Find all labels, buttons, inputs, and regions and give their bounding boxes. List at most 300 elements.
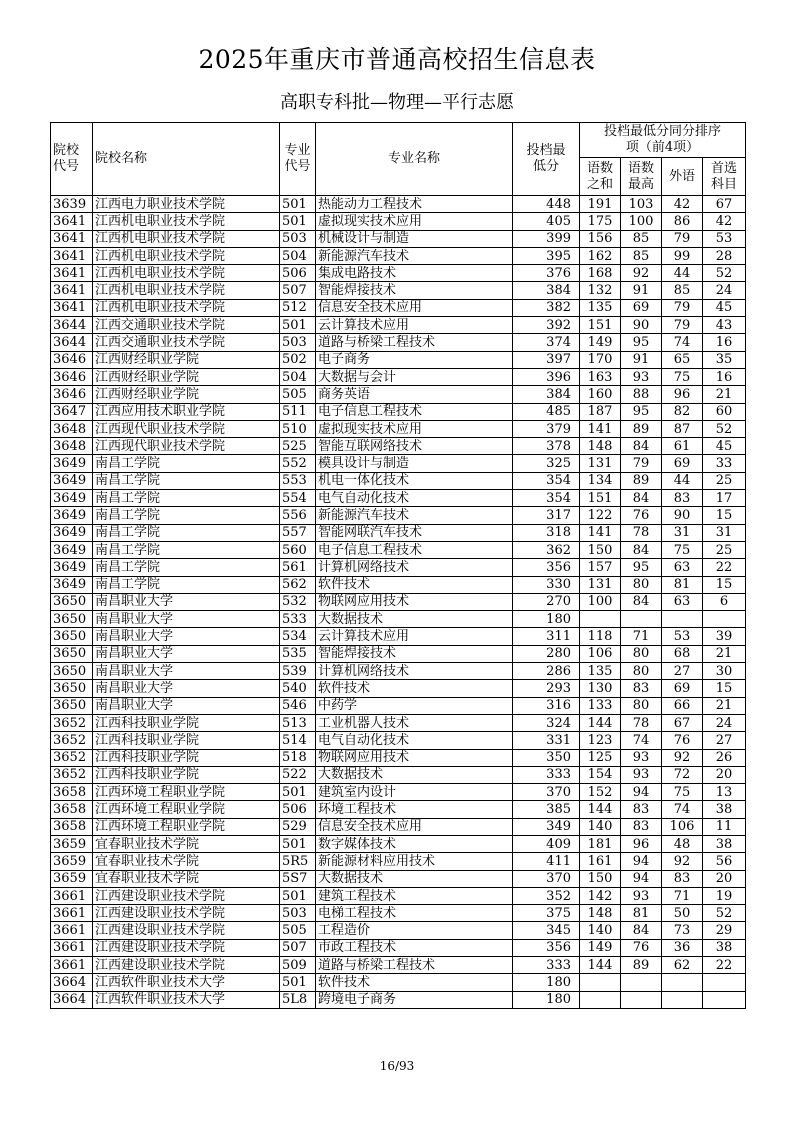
cell-school-name: 南昌工学院 — [93, 524, 280, 541]
cell-sum-yushu: 151 — [580, 490, 621, 507]
cell-first-subject: 15 — [703, 680, 746, 697]
cell-sum-yushu: 135 — [580, 299, 621, 316]
cell-major-name: 智能焊接技术 — [316, 645, 513, 662]
cell-min-score: 311 — [513, 628, 580, 645]
cell-sum-yushu: 191 — [580, 196, 621, 213]
cell-sum-yushu: 175 — [580, 213, 621, 230]
cell-major-code: 501 — [280, 213, 316, 230]
cell-first-subject: 39 — [703, 628, 746, 645]
cell-school-code: 3661 — [51, 887, 93, 904]
cell-school-code: 3649 — [51, 455, 93, 472]
cell-min-score: 293 — [513, 680, 580, 697]
cell-foreign: 36 — [662, 939, 703, 956]
cell-school-name: 南昌职业大学 — [93, 645, 280, 662]
cell-max-yushu: 76 — [621, 939, 662, 956]
cell-first-subject: 43 — [703, 317, 746, 334]
cell-sum-yushu: 125 — [580, 749, 621, 766]
cell-first-subject: 20 — [703, 766, 746, 783]
cell-min-score: 316 — [513, 697, 580, 714]
cell-first-subject: 42 — [703, 213, 746, 230]
cell-school-name: 江西环境工程职业学院 — [93, 784, 280, 801]
cell-school-code: 3644 — [51, 317, 93, 334]
table-row — [51, 887, 746, 904]
cell-sum-yushu: 148 — [580, 438, 621, 455]
table-row — [51, 196, 746, 213]
table-row — [51, 247, 746, 264]
cell-foreign: 74 — [662, 801, 703, 818]
cell-major-name: 软件技术 — [316, 680, 513, 697]
cell-major-name: 商务英语 — [316, 386, 513, 403]
cell-school-name: 江西机电职业技术学院 — [93, 213, 280, 230]
cell-major-code: 562 — [280, 576, 316, 593]
cell-school-name: 江西交通职业技术学院 — [93, 317, 280, 334]
cell-sum-yushu: 132 — [580, 282, 621, 299]
cell-school-code: 3649 — [51, 472, 93, 489]
cell-school-name: 宜春职业技术学院 — [93, 835, 280, 852]
cell-min-score: 384 — [513, 282, 580, 299]
cell-major-name: 物联网应用技术 — [316, 749, 513, 766]
cell-school-name: 江西机电职业技术学院 — [93, 247, 280, 264]
cell-sum-yushu: 106 — [580, 645, 621, 662]
cell-school-code: 3652 — [51, 732, 93, 749]
cell-sum-yushu: 150 — [580, 870, 621, 887]
cell-school-code: 3641 — [51, 230, 93, 247]
cell-school-code: 3658 — [51, 818, 93, 835]
header-major-code: 专业代号 — [280, 123, 316, 196]
cell-school-code: 3646 — [51, 386, 93, 403]
cell-foreign: 73 — [662, 922, 703, 939]
cell-foreign: 75 — [662, 541, 703, 558]
cell-min-score: 180 — [513, 974, 580, 991]
cell-school-name: 南昌职业大学 — [93, 593, 280, 610]
cell-school-code: 3649 — [51, 490, 93, 507]
cell-min-score: 392 — [513, 317, 580, 334]
cell-major-code: 511 — [280, 403, 316, 420]
cell-min-score: 280 — [513, 645, 580, 662]
cell-major-name: 电气自动化技术 — [316, 490, 513, 507]
table-row — [51, 957, 746, 974]
admission-table — [50, 122, 746, 1009]
cell-min-score: 317 — [513, 507, 580, 524]
cell-school-name: 江西软件职业技术大学 — [93, 991, 280, 1008]
table-row — [51, 645, 746, 662]
cell-major-code: 513 — [280, 714, 316, 731]
cell-major-name: 计算机网络技术 — [316, 663, 513, 680]
cell-school-code: 3641 — [51, 247, 93, 264]
table-header — [51, 123, 746, 196]
cell-school-code: 3646 — [51, 351, 93, 368]
cell-max-yushu: 85 — [621, 247, 662, 264]
cell-foreign: 66 — [662, 697, 703, 714]
cell-foreign: 86 — [662, 213, 703, 230]
cell-school-code: 3650 — [51, 628, 93, 645]
cell-first-subject: 13 — [703, 784, 746, 801]
cell-major-name: 市政工程技术 — [316, 939, 513, 956]
cell-school-code: 3661 — [51, 922, 93, 939]
cell-sum-yushu: 131 — [580, 576, 621, 593]
cell-school-name: 南昌职业大学 — [93, 611, 280, 628]
table-row — [51, 576, 746, 593]
table-row — [51, 317, 746, 334]
cell-major-name: 新能源汽车技术 — [316, 247, 513, 264]
cell-major-name: 建筑室内设计 — [316, 784, 513, 801]
cell-min-score: 396 — [513, 368, 580, 385]
cell-major-name: 智能网联汽车技术 — [316, 524, 513, 541]
cell-sum-yushu: 130 — [580, 680, 621, 697]
cell-max-yushu: 83 — [621, 818, 662, 835]
cell-sum-yushu: 157 — [580, 559, 621, 576]
table-row — [51, 922, 746, 939]
cell-min-score: 378 — [513, 438, 580, 455]
cell-sum-yushu: 133 — [580, 697, 621, 714]
cell-major-code: 525 — [280, 438, 316, 455]
cell-sum-yushu: 140 — [580, 922, 621, 939]
cell-max-yushu: 103 — [621, 196, 662, 213]
cell-foreign — [662, 991, 703, 1008]
cell-school-name: 南昌工学院 — [93, 507, 280, 524]
cell-first-subject — [703, 611, 746, 628]
cell-max-yushu: 94 — [621, 784, 662, 801]
cell-max-yushu: 84 — [621, 438, 662, 455]
cell-foreign: 48 — [662, 835, 703, 852]
cell-foreign: 90 — [662, 507, 703, 524]
table-row — [51, 420, 746, 437]
cell-max-yushu: 84 — [621, 922, 662, 939]
cell-major-code: 533 — [280, 611, 316, 628]
cell-foreign: 96 — [662, 386, 703, 403]
table-row — [51, 697, 746, 714]
cell-min-score: 399 — [513, 230, 580, 247]
cell-major-name: 虚拟现实技术应用 — [316, 420, 513, 437]
cell-foreign: 72 — [662, 766, 703, 783]
cell-first-subject: 56 — [703, 853, 746, 870]
cell-school-name: 江西软件职业技术大学 — [93, 974, 280, 991]
cell-max-yushu: 83 — [621, 680, 662, 697]
cell-major-code: 560 — [280, 541, 316, 558]
cell-first-subject: 52 — [703, 905, 746, 922]
table-row — [51, 230, 746, 247]
cell-first-subject: 45 — [703, 438, 746, 455]
cell-first-subject: 24 — [703, 282, 746, 299]
cell-first-subject: 19 — [703, 887, 746, 904]
cell-sum-yushu: 163 — [580, 368, 621, 385]
table-row — [51, 663, 746, 680]
cell-max-yushu: 95 — [621, 334, 662, 351]
cell-school-code: 3664 — [51, 974, 93, 991]
cell-min-score: 286 — [513, 663, 580, 680]
cell-school-code: 3661 — [51, 939, 93, 956]
cell-first-subject: 16 — [703, 334, 746, 351]
cell-major-name: 电气自动化技术 — [316, 732, 513, 749]
cell-major-name: 新能源材料应用技术 — [316, 853, 513, 870]
cell-major-name: 中药学 — [316, 697, 513, 714]
cell-first-subject: 52 — [703, 265, 746, 282]
cell-foreign: 75 — [662, 368, 703, 385]
cell-foreign: 68 — [662, 645, 703, 662]
cell-min-score: 395 — [513, 247, 580, 264]
cell-max-yushu: 85 — [621, 230, 662, 247]
cell-school-code: 3648 — [51, 420, 93, 437]
table-row — [51, 784, 746, 801]
cell-foreign: 65 — [662, 351, 703, 368]
cell-major-code: 503 — [280, 905, 316, 922]
cell-min-score: 370 — [513, 870, 580, 887]
cell-foreign: 63 — [662, 559, 703, 576]
cell-sum-yushu: 140 — [580, 818, 621, 835]
cell-major-code: 501 — [280, 196, 316, 213]
cell-major-code: 501 — [280, 784, 316, 801]
cell-major-code: 507 — [280, 282, 316, 299]
header-foreign: 外语 — [662, 158, 703, 196]
cell-sum-yushu: 141 — [580, 524, 621, 541]
cell-min-score: 352 — [513, 887, 580, 904]
cell-school-name: 南昌工学院 — [93, 576, 280, 593]
cell-major-code: 546 — [280, 697, 316, 714]
cell-school-name: 江西应用技术职业学院 — [93, 403, 280, 420]
cell-first-subject: 28 — [703, 247, 746, 264]
cell-school-code: 3664 — [51, 991, 93, 1008]
cell-major-code: 503 — [280, 334, 316, 351]
cell-first-subject: 16 — [703, 368, 746, 385]
cell-max-yushu: 84 — [621, 490, 662, 507]
table-row — [51, 541, 746, 558]
cell-foreign: 79 — [662, 317, 703, 334]
cell-major-code: 505 — [280, 386, 316, 403]
cell-max-yushu: 93 — [621, 368, 662, 385]
cell-major-name: 模具设计与制造 — [316, 455, 513, 472]
cell-school-code: 3650 — [51, 611, 93, 628]
cell-first-subject: 21 — [703, 697, 746, 714]
table-row — [51, 853, 746, 870]
cell-school-code: 3652 — [51, 714, 93, 731]
cell-first-subject: 29 — [703, 922, 746, 939]
cell-school-code: 3647 — [51, 403, 93, 420]
table-row — [51, 766, 746, 783]
cell-max-yushu: 100 — [621, 213, 662, 230]
cell-min-score: 354 — [513, 490, 580, 507]
cell-min-score: 411 — [513, 853, 580, 870]
cell-first-subject: 27 — [703, 732, 746, 749]
cell-major-name: 建筑工程技术 — [316, 887, 513, 904]
cell-min-score: 333 — [513, 957, 580, 974]
cell-school-code: 3650 — [51, 697, 93, 714]
cell-sum-yushu: 187 — [580, 403, 621, 420]
cell-school-code: 3641 — [51, 299, 93, 316]
cell-school-name: 江西机电职业技术学院 — [93, 299, 280, 316]
cell-major-code: 514 — [280, 732, 316, 749]
cell-max-yushu: 81 — [621, 905, 662, 922]
cell-foreign: 53 — [662, 628, 703, 645]
cell-foreign: 83 — [662, 870, 703, 887]
cell-first-subject: 35 — [703, 351, 746, 368]
cell-school-code: 3649 — [51, 507, 93, 524]
cell-first-subject: 38 — [703, 801, 746, 818]
table-row — [51, 714, 746, 731]
cell-foreign — [662, 611, 703, 628]
cell-sum-yushu: 123 — [580, 732, 621, 749]
cell-max-yushu: 84 — [621, 541, 662, 558]
cell-major-name: 集成电路技术 — [316, 265, 513, 282]
cell-major-name: 环境工程技术 — [316, 801, 513, 818]
cell-school-code: 3646 — [51, 368, 93, 385]
cell-foreign: 50 — [662, 905, 703, 922]
table-row — [51, 611, 746, 628]
cell-major-code: 553 — [280, 472, 316, 489]
cell-foreign: 71 — [662, 887, 703, 904]
cell-first-subject: 17 — [703, 490, 746, 507]
cell-major-code: 501 — [280, 835, 316, 852]
cell-first-subject: 31 — [703, 524, 746, 541]
cell-major-code: 512 — [280, 299, 316, 316]
cell-foreign: 76 — [662, 732, 703, 749]
cell-min-score: 385 — [513, 801, 580, 818]
cell-min-score: 362 — [513, 541, 580, 558]
cell-school-name: 江西环境工程职业学院 — [93, 801, 280, 818]
cell-sum-yushu: 156 — [580, 230, 621, 247]
cell-min-score: 405 — [513, 213, 580, 230]
cell-max-yushu: 78 — [621, 714, 662, 731]
cell-sum-yushu — [580, 991, 621, 1008]
cell-school-code: 3648 — [51, 438, 93, 455]
cell-sum-yushu: 142 — [580, 887, 621, 904]
cell-min-score: 384 — [513, 386, 580, 403]
cell-school-name: 江西机电职业技术学院 — [93, 282, 280, 299]
cell-major-name: 电子信息工程技术 — [316, 403, 513, 420]
cell-major-code: 502 — [280, 351, 316, 368]
cell-major-code: 504 — [280, 368, 316, 385]
cell-major-name: 物联网应用技术 — [316, 593, 513, 610]
cell-major-name: 道路与桥梁工程技术 — [316, 957, 513, 974]
cell-max-yushu: 92 — [621, 265, 662, 282]
cell-sum-yushu: 148 — [580, 905, 621, 922]
cell-school-name: 江西环境工程职业学院 — [93, 818, 280, 835]
cell-major-name: 软件技术 — [316, 576, 513, 593]
cell-first-subject: 45 — [703, 299, 746, 316]
cell-max-yushu: 90 — [621, 317, 662, 334]
cell-max-yushu: 80 — [621, 645, 662, 662]
cell-min-score: 374 — [513, 334, 580, 351]
table-row — [51, 472, 746, 489]
cell-min-score: 485 — [513, 403, 580, 420]
cell-school-name: 南昌职业大学 — [93, 628, 280, 645]
cell-sum-yushu: 168 — [580, 265, 621, 282]
table-row — [51, 818, 746, 835]
cell-school-code: 3661 — [51, 905, 93, 922]
table-row — [51, 351, 746, 368]
cell-school-name: 江西机电职业技术学院 — [93, 230, 280, 247]
cell-major-code: 534 — [280, 628, 316, 645]
cell-foreign — [662, 974, 703, 991]
cell-major-code: 529 — [280, 818, 316, 835]
cell-foreign: 44 — [662, 472, 703, 489]
cell-school-name: 江西现代职业技术学院 — [93, 420, 280, 437]
cell-max-yushu: 96 — [621, 835, 662, 852]
table-row — [51, 299, 746, 316]
cell-major-code: 501 — [280, 887, 316, 904]
cell-school-name: 南昌工学院 — [93, 541, 280, 558]
cell-major-code: 506 — [280, 801, 316, 818]
cell-first-subject: 67 — [703, 196, 746, 213]
cell-sum-yushu: 122 — [580, 507, 621, 524]
cell-major-name: 新能源汽车技术 — [316, 507, 513, 524]
cell-major-name: 热能动力工程技术 — [316, 196, 513, 213]
cell-school-name: 南昌职业大学 — [93, 697, 280, 714]
table-body — [51, 196, 746, 1009]
cell-foreign: 31 — [662, 524, 703, 541]
page-number: 16/93 — [379, 1059, 415, 1073]
cell-max-yushu: 69 — [621, 299, 662, 316]
cell-school-code: 3650 — [51, 645, 93, 662]
table-row — [51, 265, 746, 282]
cell-school-code: 3659 — [51, 870, 93, 887]
cell-max-yushu: 89 — [621, 957, 662, 974]
table-row — [51, 991, 746, 1008]
cell-school-name: 南昌工学院 — [93, 559, 280, 576]
table-row — [51, 334, 746, 351]
cell-first-subject: 26 — [703, 749, 746, 766]
cell-major-name: 智能焊接技术 — [316, 282, 513, 299]
cell-school-code: 3644 — [51, 334, 93, 351]
cell-major-code: 522 — [280, 766, 316, 783]
cell-first-subject: 38 — [703, 939, 746, 956]
cell-min-score: 448 — [513, 196, 580, 213]
cell-first-subject: 22 — [703, 957, 746, 974]
cell-sum-yushu: 134 — [580, 472, 621, 489]
header-min-score: 投档最低分 — [513, 123, 580, 196]
cell-max-yushu: 94 — [621, 870, 662, 887]
cell-school-name: 江西建设职业技术学院 — [93, 905, 280, 922]
cell-min-score: 324 — [513, 714, 580, 731]
cell-sum-yushu: 144 — [580, 801, 621, 818]
cell-sum-yushu: 149 — [580, 334, 621, 351]
cell-school-code: 3639 — [51, 196, 93, 213]
cell-sum-yushu: 152 — [580, 784, 621, 801]
cell-major-name: 大数据技术 — [316, 870, 513, 887]
cell-school-name: 江西建设职业技术学院 — [93, 922, 280, 939]
table-row — [51, 801, 746, 818]
cell-min-score: 409 — [513, 835, 580, 852]
cell-sum-yushu: 135 — [580, 663, 621, 680]
cell-sum-yushu: 144 — [580, 957, 621, 974]
table-row — [51, 455, 746, 472]
cell-max-yushu: 79 — [621, 455, 662, 472]
cell-max-yushu: 80 — [621, 576, 662, 593]
table-row — [51, 559, 746, 576]
cell-school-name: 宜春职业技术学院 — [93, 870, 280, 887]
cell-foreign: 44 — [662, 265, 703, 282]
cell-sum-yushu: 118 — [580, 628, 621, 645]
cell-min-score: 376 — [513, 265, 580, 282]
cell-school-name: 江西机电职业技术学院 — [93, 265, 280, 282]
cell-school-code: 3650 — [51, 663, 93, 680]
table-row — [51, 438, 746, 455]
cell-first-subject: 21 — [703, 386, 746, 403]
cell-first-subject: 6 — [703, 593, 746, 610]
cell-first-subject — [703, 991, 746, 1008]
cell-first-subject: 25 — [703, 541, 746, 558]
page-title: 2025年重庆市普通高校招生信息表 — [198, 45, 596, 74]
cell-max-yushu — [621, 991, 662, 1008]
cell-major-code: 503 — [280, 230, 316, 247]
cell-foreign: 69 — [662, 455, 703, 472]
cell-school-name: 江西电力职业技术学院 — [93, 196, 280, 213]
cell-max-yushu: 74 — [621, 732, 662, 749]
table-row — [51, 403, 746, 420]
cell-sum-yushu: 150 — [580, 541, 621, 558]
cell-foreign: 63 — [662, 593, 703, 610]
cell-sum-yushu: 162 — [580, 247, 621, 264]
cell-major-name: 机械设计与制造 — [316, 230, 513, 247]
